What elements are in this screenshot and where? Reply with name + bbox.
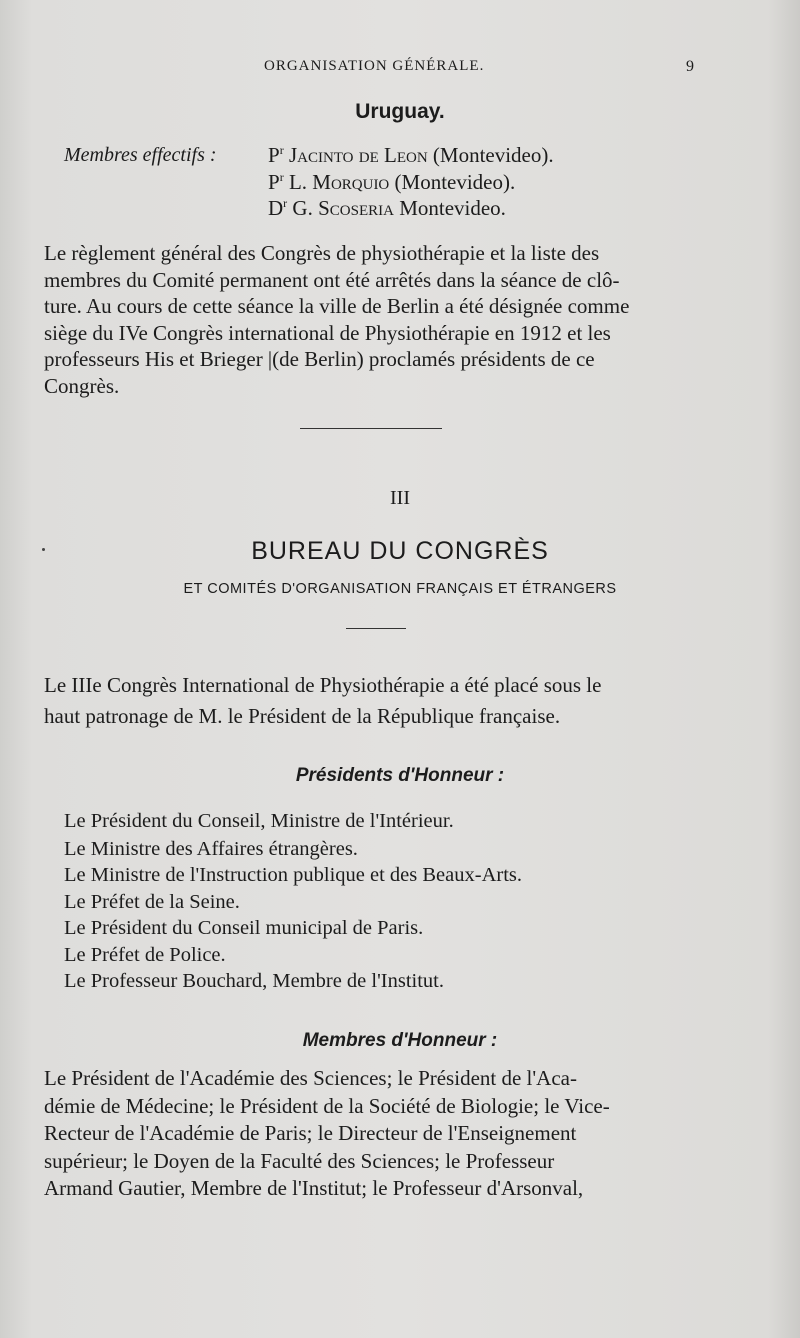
paragraph-line: Armand Gautier, Membre de l'Institut; le Professeur d'Arsonval, bbox=[44, 1176, 584, 1200]
paragraph-line: Le Président de l'Académie des Sciences; le Président de l'Aca- bbox=[44, 1066, 577, 1090]
page-number: 9 bbox=[686, 58, 694, 75]
paragraph-line: Le IIIe Congrès International de Physiothérapie a été placé sous le bbox=[44, 673, 602, 697]
member-entry: $P^r$ Jacinto de Leon (Montevideo). bbox=[268, 143, 554, 167]
members-label: Membres effectifs : bbox=[64, 144, 217, 166]
paragraph-line: supérieur; le Doyen de la Faculté des Sciences; le Professeur bbox=[44, 1148, 555, 1173]
president-item: Le Préfet de Police. bbox=[64, 944, 226, 966]
bureau-title: BUREAU DU CONGRÈS bbox=[251, 537, 549, 565]
paragraph-line: professeurs His et Brieger |(de Berlin) proclamés présidents de ce bbox=[44, 347, 595, 371]
presidents-heading: Présidents d'Honneur : bbox=[295, 765, 505, 786]
membres-heading: Membres d'Honneur : bbox=[302, 1030, 498, 1051]
bureau-subtitle: ET COMITÉS D'ORGANISATION FRANÇAIS ET ÉTRANGERS bbox=[183, 581, 617, 597]
patronage-paragraph bbox=[44, 670, 700, 732]
president-item: Le Préfet de la Seine. bbox=[64, 891, 240, 913]
paragraph-line: haut patronage de M. le Président de la République française. bbox=[44, 704, 561, 728]
paragraph-line: ture. Au cours de cette séance la ville de Berlin a été désignée comme bbox=[44, 294, 630, 318]
section-number: III bbox=[390, 487, 410, 509]
paragraph-line: membres du Comité permanent ont été arrêtés dans la séance de clô- bbox=[44, 267, 620, 292]
running-head: ORGANISATION GÉNÉRALE. bbox=[264, 58, 485, 74]
paragraph-line: Congrès. bbox=[44, 373, 120, 398]
member-entry: $P^r$ L. Morquio (Montevideo). bbox=[268, 170, 516, 194]
separator-rule bbox=[346, 628, 406, 629]
paragraph-line: Le règlement général des Congrès de physiothérapie et la liste des bbox=[44, 241, 600, 265]
president-item: Le Président du Conseil municipal de Paris. bbox=[64, 917, 424, 939]
member-entry: $D^r$ G. Scoseria Montevideo. bbox=[268, 196, 506, 220]
president-item: Le Président du Conseil, Ministre de l'Intérieur. bbox=[64, 810, 454, 832]
membres-paragraph bbox=[44, 1065, 700, 1203]
president-item: Le Ministre des Affaires étrangères. bbox=[64, 838, 358, 860]
reglement-paragraph bbox=[44, 240, 700, 399]
section-title-uruguay: Uruguay. bbox=[355, 100, 445, 123]
president-item: Le Ministre de l'Instruction publique et des Beaux-Arts. bbox=[64, 864, 523, 886]
president-item: Le Professeur Bouchard, Membre de l'Institut. bbox=[64, 970, 445, 992]
separator-rule bbox=[300, 428, 442, 429]
paragraph-line: Recteur de l'Académie de Paris; le Directeur de l'Enseignement bbox=[44, 1121, 577, 1145]
paragraph-line: démie de Médecine; le Président de la Société de Biologie; le Vice- bbox=[44, 1093, 610, 1118]
paragraph-line: siège du IVe Congrès international de Physiothérapie en 1912 et les bbox=[44, 320, 611, 345]
